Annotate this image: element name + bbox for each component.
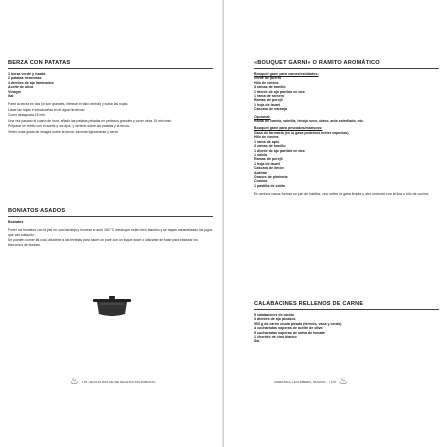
ingredient: 3 ramas de tomillo <box>254 144 286 149</box>
ingredient: 1 berza verde y rizada <box>8 72 46 76</box>
recipe-title: «BOUQUET GARNI» O RAMITO AROMÁTICO <box>254 60 380 66</box>
ingredient: Aceite de oliva <box>8 85 34 90</box>
ingredient: Azafrán <box>254 170 268 175</box>
title-rule <box>254 68 439 69</box>
ingredient-list <box>254 119 439 123</box>
ingredient: 1 rama de romero <box>254 94 285 99</box>
recipe-title: CALABACINES RELLENOS DE CARNE <box>254 301 364 307</box>
recipe-calabacines <box>254 301 439 344</box>
ingredient: Ramas de perejil <box>254 98 283 103</box>
ingredient: 1 diente de ajo partido en dos <box>254 148 305 153</box>
ingredient: Rama de canela, vainilla, hinojo seco, clavo, anís estrellado, etc. <box>254 119 364 124</box>
ingredient: Granos de pimienta <box>254 174 288 179</box>
ingredient: 1 diente de ajo partido en dos <box>254 89 305 94</box>
right-page <box>224 0 447 447</box>
ingredient: Boniatos <box>8 220 24 224</box>
ingredient: Cáscara de limón <box>254 166 284 171</box>
page-footer <box>70 377 155 387</box>
recipe-berza <box>8 60 213 135</box>
ingredient: Hilo de cocina <box>254 80 279 85</box>
ingredient: 1 salvia <box>254 152 267 157</box>
ingredient-list <box>8 72 213 98</box>
ingredient-list <box>254 131 439 188</box>
page-footer <box>274 377 348 387</box>
ingredient: Hilo de cocina <box>254 135 279 140</box>
ingredient: 1 pastilla de caldo <box>254 183 285 188</box>
step: Una vez pasado el cuarto de hora, añadir las patatas peladas en pedazos grandes y cocer otros 15 min más. <box>8 118 172 123</box>
step: Preparar un refrito con el aceite y los ajos, y verterlo sobre las patatas y la berza. <box>8 124 130 129</box>
ingredient: 1 hoja de laurel <box>254 102 281 107</box>
title-rule <box>8 68 213 69</box>
left-page <box>0 0 223 447</box>
ingredient: 500 g de carne cruda picada (ternera, vaca y cerdo) <box>254 321 342 326</box>
recipe-steps <box>8 102 213 134</box>
ingredient: Cáscara de naranja <box>254 107 287 112</box>
footer-text: VERDURAS, LEGUMBRES, PATATAS... • 179 <box>274 380 336 384</box>
section-header: Opcional: <box>254 114 271 119</box>
ingredient: Comino <box>254 179 268 184</box>
ingredient-list <box>254 313 439 344</box>
recipe-steps <box>8 228 213 247</box>
chef-icon: ♨ <box>338 376 348 387</box>
section-header: Bouquet garni para pescados/mariscos: <box>254 126 323 131</box>
step: Verter unas gotas de vinagre sobre la berza, sazonar ligeramente y servir. <box>8 129 120 134</box>
ingredient: 3 dientes de ajo picados <box>254 317 296 322</box>
title-rule <box>254 309 439 310</box>
recipe-boniatos <box>8 208 213 248</box>
recipe-bouquet-garni <box>254 60 439 197</box>
ingredient: 4 cucharadas soperas de aceite de oliva <box>254 326 323 331</box>
ingredient: 5 cucharadas soperas de salsa de tomate <box>254 330 325 335</box>
step: Partir la berza en dos (si son grandes, eliminar el tallo central) y soltar las hojas. <box>8 102 129 107</box>
recipe-title: BONIATOS ASADOS <box>8 208 66 214</box>
ingredient: Verde de puerro <box>254 76 282 81</box>
ingredient-list <box>254 76 439 111</box>
ingredient: 4 dientes de ajo laminados <box>8 80 54 85</box>
step: Se pueden comer tal cual, añadirse a las lentejas para hacer un puré con un toque dulce o utilizarse de base para elaborar los bizcochos de boniato. <box>8 238 198 247</box>
ingredient: Gasa de farmacia (en la gasa podemos meter especias) <box>254 130 349 135</box>
ingredient: Sal <box>254 339 260 344</box>
section-header: Bouquet garni para carnes/estofados: <box>254 72 319 76</box>
step: Poner los boniatos con la piel en una bandeja y hornear a unos 180 °C hasta que estén bien blandos y se hayan caramelizado los jugos que van soltando. <box>8 228 213 237</box>
title-rule <box>8 216 213 217</box>
chef-icon: ♨ <box>70 376 79 387</box>
ingredient: Ramas de perejil <box>254 157 283 162</box>
step: Lavar las hojas e introducirlas en el agua hirviendo. <box>8 107 86 112</box>
step: Cocer destapada 15 min. <box>8 113 46 118</box>
ingredient: 2 patatas hermosas <box>8 76 42 81</box>
recipe-note: En ambos casos formar un par de hatillos, uno sobre la gasa limpia y otro uniendo con la liza o hilo de cocina. <box>254 192 429 197</box>
ingredient: Sal <box>8 94 14 99</box>
ingredient: 3 ramas de tomillo <box>254 85 286 90</box>
recipe-title: BERZA CON PATATAS <box>8 60 71 66</box>
ingredient: 1 chorrito de vino blanco <box>254 335 297 340</box>
ingredient: 5 calabacines de ración <box>254 313 295 317</box>
footer-text: 178 • MUCHO MÁS DE 999 RECETAS SIN ROBADAS <box>81 380 156 384</box>
ingredient: 1 rama de apio <box>254 139 280 144</box>
cooking-pot-icon <box>92 296 132 318</box>
ingredient: 1 hoja de laurel <box>254 161 281 166</box>
ingredient: Vinagre <box>8 89 22 94</box>
